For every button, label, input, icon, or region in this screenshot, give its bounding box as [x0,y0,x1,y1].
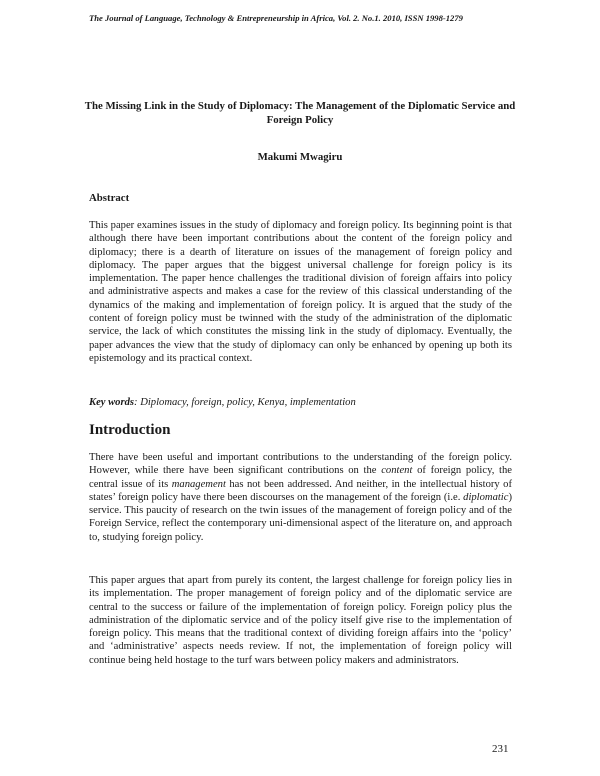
p1-emphasis-content: content [381,465,413,477]
author-name: Makumi Mwagiru [257,151,343,163]
keywords-label: Key words [89,397,135,408]
keywords-list: : Diplomacy, foreign, policy, Kenya, implementation [134,397,356,408]
p1-text-g: ) service. This paucity of research on the twin issues of the management of foreign policy and of the Foreign Service, reflect the contemporary uni-dimensional aspect of the literature on, and approach to, studying foreign policy. [89,491,512,543]
introduction-heading: Introduction [89,422,171,438]
abstract-heading: Abstract [89,192,130,204]
page-number: 231 [492,743,509,755]
p1-emphasis-diplomatic: diplomatic [463,491,509,503]
paper-title: The Missing Link in the Study of Diplomacy: The Management of the Diplomatic Service and Foreign Policy [84,100,516,126]
p1-text-c: of foreign policy, the central issue of its [89,465,512,490]
p1-emphasis-management: management [171,478,226,490]
intro-paragraph-2: This paper argues that apart from purely its content, the largest challenge for foreign policy lies in its implementation. The proper management of foreign policy and of the diplomatic service are central to the success or failure of the implementation of foreign policy. Foreign policy plus the administration of the diplomatic service and of the policy itself give rise to the implementation of foreign policy. This means that the traditional context of dividing foreign affairs into the ‘policy’ and ‘administrative’ aspects needs review. If not, the implementation of foreign policy will continue being held hostage to the turf wars between policy makers and administrators. [89,575,512,666]
intro-paragraph-1 [89,451,512,544]
keywords [89,397,356,408]
p1-text-e: has not been addressed. And neither, in the intellectual history of states’ foreign policy have there been discourses on the management of the foreign (i.e. [89,478,512,503]
abstract-text: This paper examines issues in the study of diplomacy and foreign policy. Its beginning point is that although there have been important contributions about the content of the foreign policy and diplomacy; there is a dearth of literature on issues of the management of foreign policy and diplomacy. The paper argues that the biggest universal challenge for foreign policy is its implementation. The paper hence challenges the traditional division of foreign affairs into policy and administrative aspects and makes a case for the review of this classical understanding of the dynamics of the making and implementation of foreign policy. It is argued that the study of the content of foreign policy must be twinned with the study of the administration of the diplomatic service, the lack of which constitutes the missing link in the study of diplomacy. Eventually, the paper advances the view that the study of diplomacy can only be enhanced by opening up both its epistemology and its practical context. [89,220,512,364]
p1-text-a: There have been useful and important contributions to the understanding of the foreign policy. However, while there have been significant contributions on the [89,452,512,477]
journal-header: The Journal of Language, Technology & Entrepreneurship in Africa, Vol. 2. No.1. 2010, ISSN 1998-1279 [89,13,463,23]
